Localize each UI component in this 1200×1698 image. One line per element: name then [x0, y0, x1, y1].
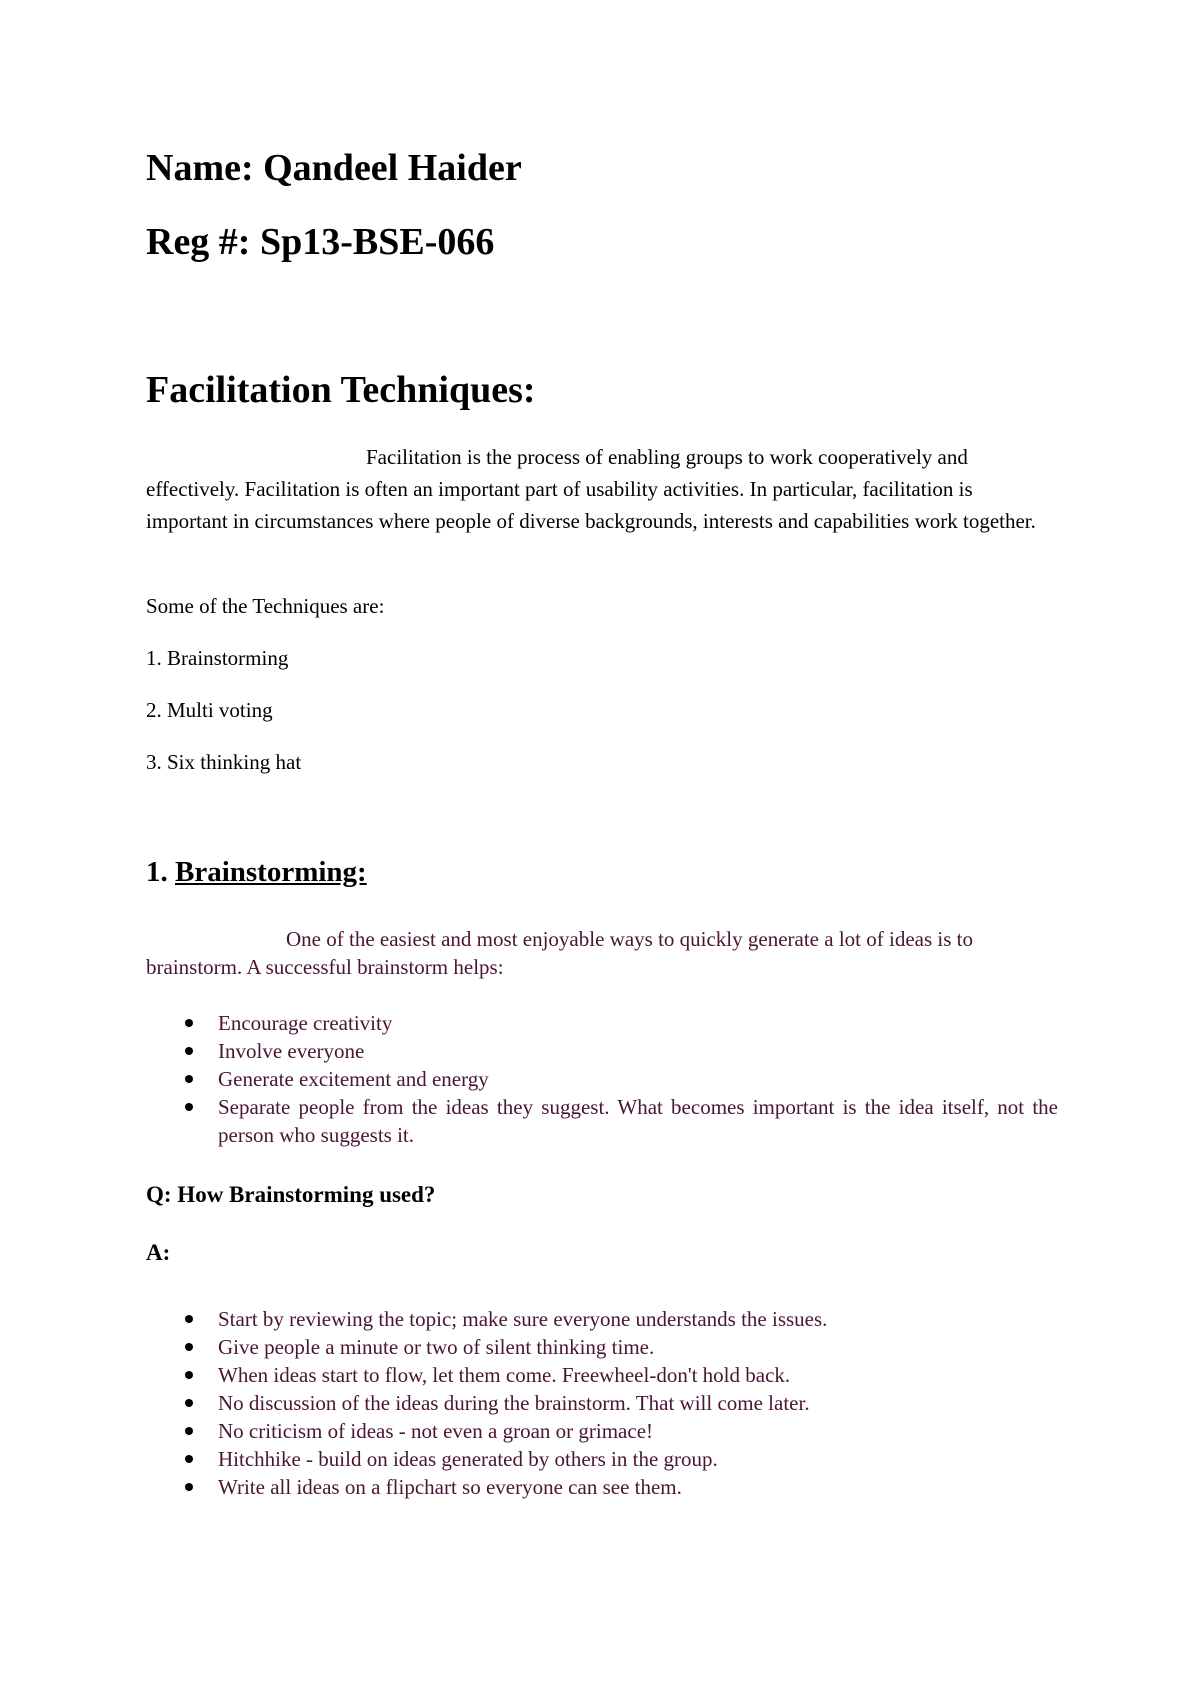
technique-item-1: 1. Brainstorming	[146, 646, 289, 670]
bullet-icon	[185, 1399, 193, 1407]
list-item	[146, 1037, 1058, 1065]
bullet-icon	[185, 1427, 193, 1435]
registration-number: Reg #: Sp13-BSE-066	[146, 221, 495, 263]
list-item-text: Separate people from the ideas they suggest. What becomes important is the idea itself, not the person who suggests it.	[218, 1095, 1058, 1147]
bullet-icon	[185, 1455, 193, 1463]
facilitation-intro-rest: and effectively. Facilitation is often an important part of usability activities. In particular, facilitation is important in circumstances where people of diverse backgrounds, interests and capabilities work together.	[146, 445, 1036, 533]
facilitation-title: Facilitation Techniques:	[146, 369, 536, 411]
list-item	[146, 1009, 1058, 1037]
question-heading: Q: How Brainstorming used?	[146, 1182, 436, 1207]
bullet-icon	[185, 1343, 193, 1351]
brainstorming-intro-rest: to brainstorm. A successful brainstorm helps:	[146, 927, 973, 979]
brainstorming-intro	[146, 925, 1058, 981]
list-item-text: No discussion of the ideas during the brainstorm. That will come later.	[218, 1391, 810, 1415]
list-item	[146, 1389, 1058, 1417]
bullet-icon	[185, 1483, 193, 1491]
bullet-icon	[185, 1315, 193, 1323]
brainstorming-number: 1.	[146, 856, 175, 888]
list-item-text: Generate excitement and energy	[218, 1067, 489, 1091]
bullet-icon	[185, 1103, 193, 1111]
bullet-icon	[185, 1371, 193, 1379]
facilitation-intro-first: Facilitation is the process of enabling groups to work cooperatively	[366, 445, 933, 469]
list-item	[146, 1445, 1058, 1473]
techniques-intro: Some of the Techniques are:	[146, 594, 385, 618]
bullet-icon	[185, 1019, 193, 1027]
brainstorming-answers-list	[146, 1305, 1058, 1501]
list-item-text: When ideas start to flow, let them come. Freewheel-don't hold back.	[218, 1363, 791, 1387]
list-item	[146, 1065, 1058, 1093]
list-item	[146, 1333, 1058, 1361]
list-item-text: Give people a minute or two of silent thinking time.	[218, 1335, 655, 1359]
list-item-text: Encourage creativity	[218, 1011, 393, 1035]
list-item-text: No criticism of ideas - not even a groan or grimace!	[218, 1419, 654, 1443]
bullet-icon	[185, 1047, 193, 1055]
list-item-text: Involve everyone	[218, 1039, 365, 1063]
bullet-icon	[185, 1075, 193, 1083]
list-item-text: Write all ideas on a flipchart so everyone can see them.	[218, 1475, 682, 1499]
brainstorming-intro-first: One of the easiest and most enjoyable ways to quickly generate a lot of ideas is	[286, 927, 952, 951]
list-item	[146, 1093, 1058, 1149]
facilitation-intro	[146, 441, 1058, 537]
list-item	[146, 1305, 1058, 1333]
list-item	[146, 1473, 1058, 1501]
list-item	[146, 1361, 1058, 1389]
technique-item-3: 3. Six thinking hat	[146, 750, 302, 774]
list-item-text: Hitchhike - build on ideas generated by others in the group.	[218, 1447, 718, 1471]
technique-item-2: 2. Multi voting	[146, 698, 273, 722]
student-name: Name: Qandeel Haider	[146, 147, 522, 189]
list-item	[146, 1417, 1058, 1445]
brainstorming-helps-list	[146, 1009, 1058, 1149]
answer-label: A:	[146, 1240, 171, 1265]
brainstorming-title: Brainstorming:	[175, 856, 367, 888]
brainstorming-heading	[146, 856, 367, 889]
list-item-text: Start by reviewing the topic; make sure everyone understands the issues.	[218, 1307, 828, 1331]
